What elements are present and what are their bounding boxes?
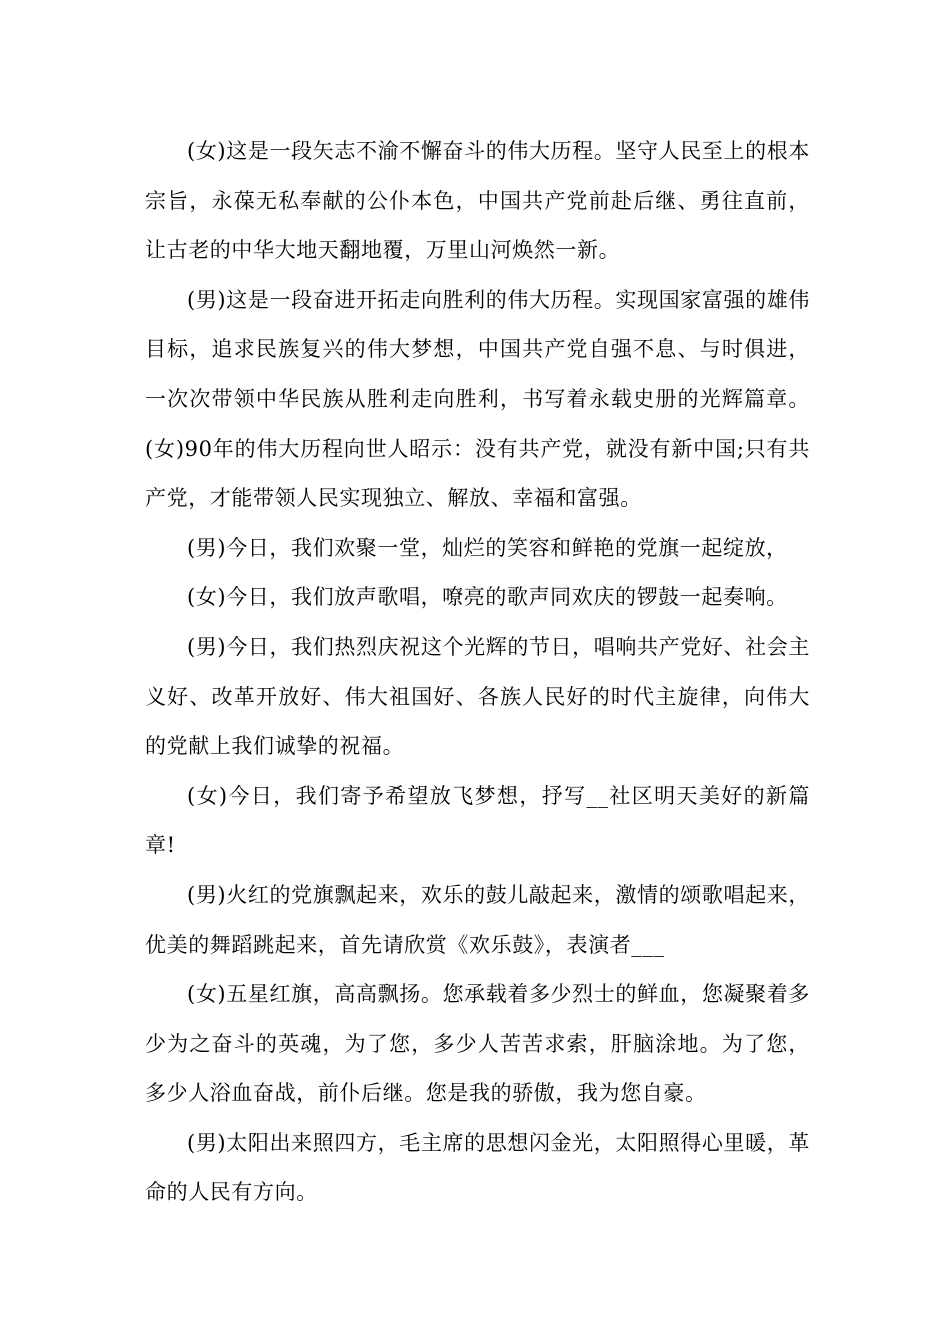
paragraph-6: (女)今日，我们寄予希望放飞梦想，抒写__社区明天美好的新篇章! — [145, 783, 810, 858]
paragraph-4: (女)今日，我们放声歌唱，嘹亮的歌声同欢庆的锣鼓一起奏响。 — [187, 585, 788, 610]
paragraph-9: (男)太阳出来照四方，毛主席的思想闪金光，太阳照得心里暖，革命的人民有方向。 — [145, 1130, 810, 1205]
paragraph-5: (男)今日，我们热烈庆祝这个光辉的节日，唱响共产党好、社会主义好、改革开放好、伟大祖国好、各族人民好的时代主旋律，向伟大的党献上我们诚挚的祝福。 — [145, 634, 810, 759]
paragraph-3: (男)今日，我们欢聚一堂，灿烂的笑容和鲜艳的党旗一起绽放， — [187, 535, 788, 560]
paragraph-1: (女)这是一段矢志不渝不懈奋斗的伟大历程。坚守人民至上的根本宗旨，永葆无私奉献的公仆本色，中国共产党前赴后继、勇往直前，让古老的中华大地天翻地覆，万里山河焕然一新。 — [145, 139, 810, 263]
paragraph-8: (女)五星红旗，高高飘扬。您承载着多少烈士的鲜血，您凝聚着多少为之奋斗的英魂，为了您，多少人苦苦求索，肝脑涂地。为了您，多少人浴血奋战，前仆后继。您是我的骄傲，我为您自豪。 — [145, 982, 810, 1106]
paragraph-2: (男)这是一段奋进开拓走向胜利的伟大历程。实现国家富强的雄伟目标，追求民族复兴的伟大梦想，中国共产党自强不息、与时俱进，一次次带领中华民族从胜利走向胜利，书写着永载史册的光辉篇章。(女)90年的伟大历程向世人昭示：没有共产党，就没有新中国;只有共产党，才能带领人民实现独立、解放、幸福和富强。 — [145, 287, 810, 511]
paragraph-7: (男)火红的党旗飘起来，欢乐的鼓儿敲起来，激情的颂歌唱起来，优美的舞蹈跳起来，首先请欣赏《欢乐鼓》，表演者___ — [145, 882, 810, 957]
